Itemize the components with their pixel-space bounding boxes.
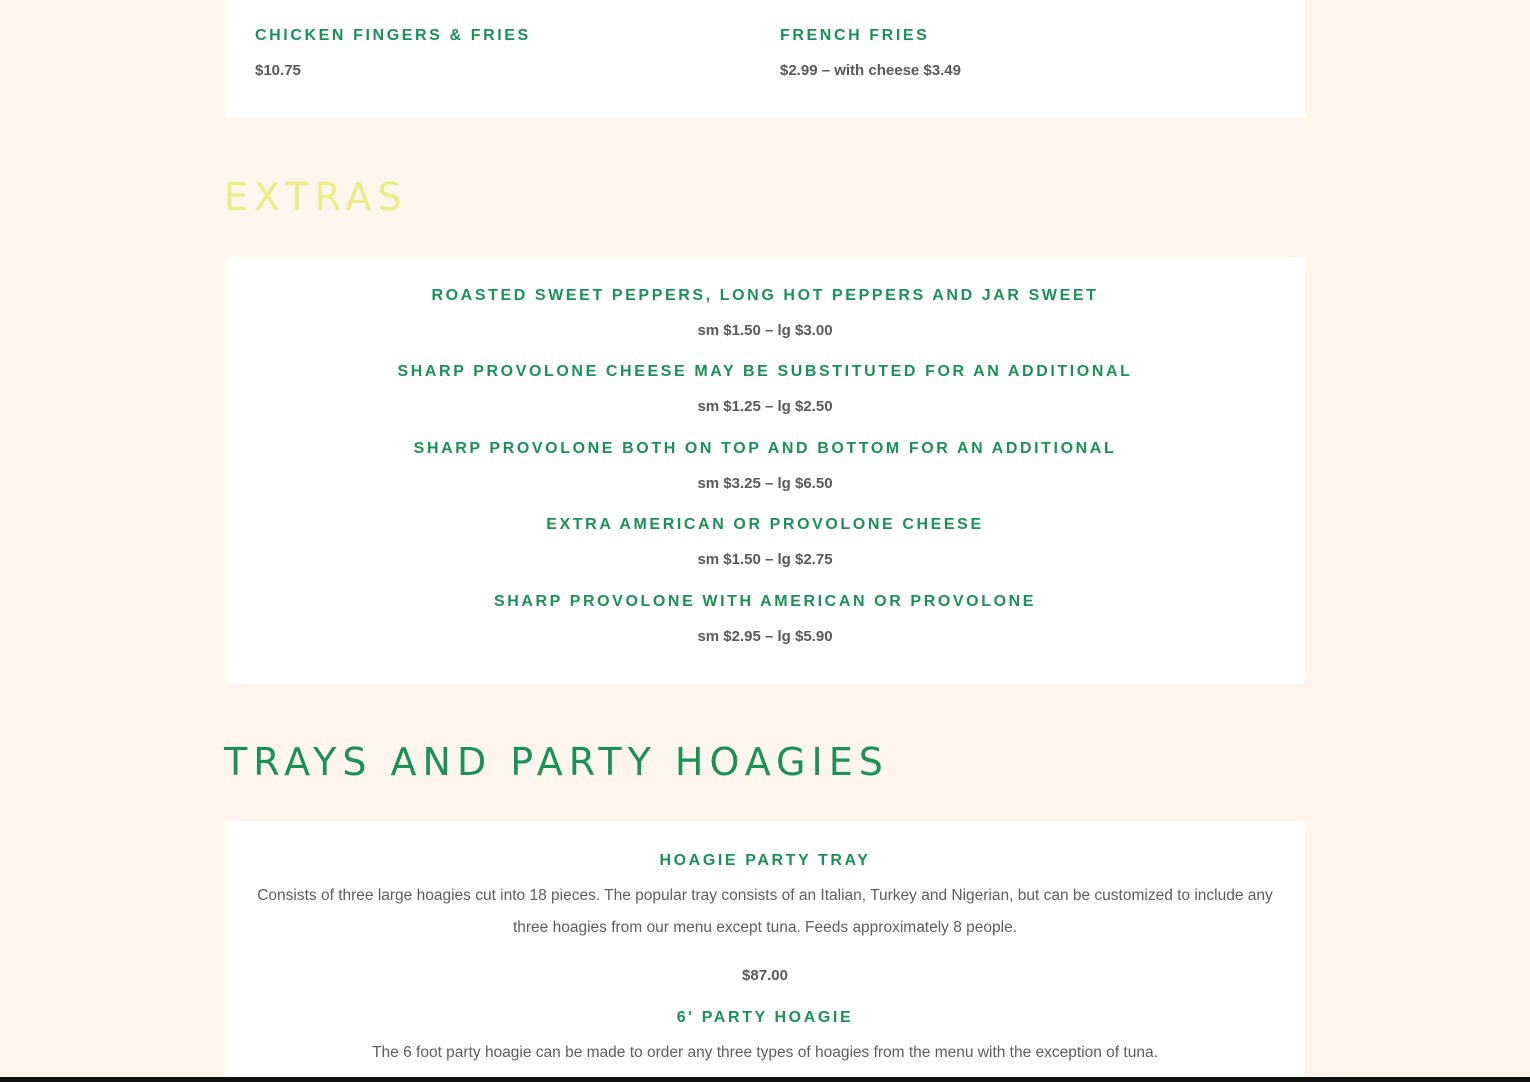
- section-heading-trays: TRAYS AND PARTY HOAGIES: [224, 740, 889, 784]
- menu-item-price: $87.00: [742, 967, 788, 984]
- menu-item-description: Consists of three large hoagies cut into 18 pieces. The popular tray consists of an Italian, Turkey and Nigerian, but can be customized to include any three hoagies from our menu except tuna. Feeds approximately 8 people.: [257, 887, 1273, 936]
- menu-item-price-wrap: [225, 966, 1305, 986]
- menu-item-name: HOAGIE PARTY TRAY: [659, 852, 871, 869]
- menu-item: [225, 515, 1305, 570]
- menu-item: [255, 26, 531, 81]
- menu-item: [225, 362, 1305, 417]
- menu-item: [225, 1008, 1305, 1028]
- section-heading-extras: EXTRAS: [224, 175, 408, 219]
- menu-item: [225, 592, 1305, 647]
- menu-item-name: ROASTED SWEET PEPPERS, LONG HOT PEPPERS AND JAR SWEET: [431, 287, 1099, 304]
- menu-item-description: The 6 foot party hoagie can be made to order any three types of hoagies from the menu with the exception of tuna.: [372, 1044, 1158, 1061]
- menu-item-price: $2.99 – with cheese $3.49: [780, 62, 961, 79]
- menu-item-name: 6' PARTY HOAGIE: [676, 1009, 854, 1026]
- menu-item-name: EXTRA AMERICAN OR PROVOLONE CHEESE: [546, 516, 984, 533]
- bottom-edge-bar: [0, 1077, 1530, 1082]
- menu-card-extras: [225, 257, 1305, 684]
- menu-item-price: sm $3.25 – lg $6.50: [697, 475, 833, 492]
- menu-item-price: sm $1.25 – lg $2.50: [697, 398, 833, 415]
- menu-item-name: SHARP PROVOLONE WITH AMERICAN OR PROVOLONE: [493, 593, 1037, 610]
- menu-card-trays: [225, 821, 1305, 1082]
- menu-item-description-wrap: [255, 880, 1275, 944]
- menu-item-name: CHICKEN FINGERS & FRIES: [255, 27, 531, 44]
- menu-card-sides: [225, 0, 1305, 118]
- menu-item-price: sm $1.50 – lg $2.75: [697, 551, 833, 568]
- menu-item-price: sm $2.95 – lg $5.90: [697, 628, 833, 645]
- menu-item: [225, 439, 1305, 494]
- menu-item-description-wrap: [255, 1037, 1275, 1069]
- menu-item: [225, 286, 1305, 341]
- menu-item: [225, 851, 1305, 871]
- menu-item: [780, 26, 961, 81]
- menu-item-name: SHARP PROVOLONE BOTH ON TOP AND BOTTOM FOR AN ADDITIONAL: [413, 440, 1117, 457]
- menu-item-price: $10.75: [255, 62, 301, 79]
- menu-item-name: SHARP PROVOLONE CHEESE MAY BE SUBSTITUTED FOR AN ADDITIONAL: [397, 363, 1133, 380]
- menu-item-name: FRENCH FRIES: [780, 27, 930, 44]
- menu-item-price: sm $1.50 – lg $3.00: [697, 322, 833, 339]
